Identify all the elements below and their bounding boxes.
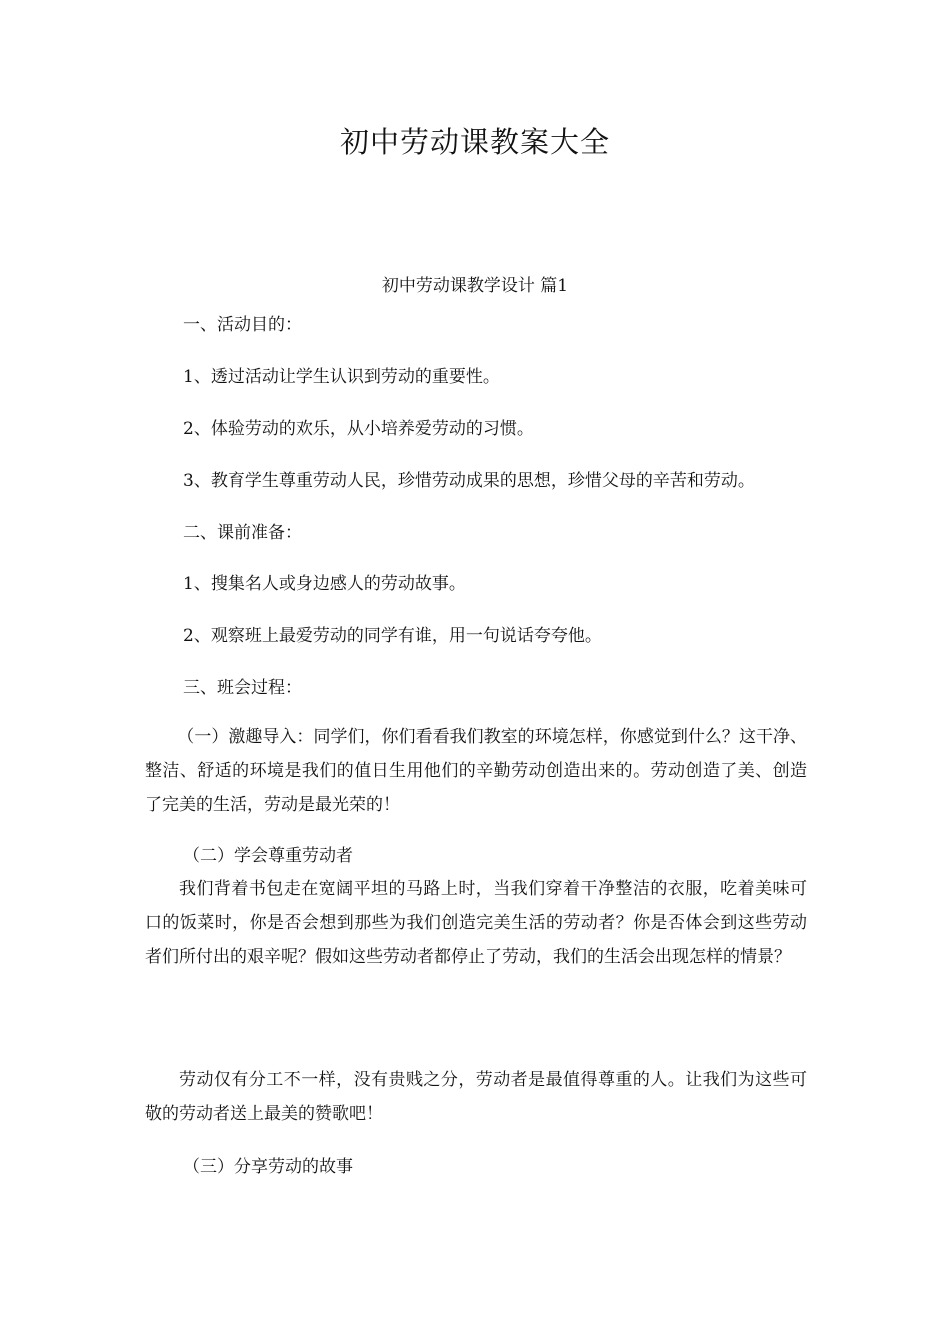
document-title: 初中劳动课教案大全 (339, 125, 610, 159)
prep-item-1: 1、搜集名人或身边感人的劳动故事。 (183, 574, 466, 594)
prep-item-2: 2、观察班上最爱劳动的同学有谁，用一句说话夸夸他。 (183, 626, 602, 646)
goal-item-3: 3、教育学生尊重劳动人民，珍惜劳动成果的思想，珍惜父母的辛苦和劳动。 (183, 471, 755, 491)
section-subtitle: 初中劳动课教学设计 篇1 (381, 276, 569, 296)
paragraph-respect-1: 我们背着书包走在宽阔平坦的马路上时，当我们穿着干净整洁的衣服，吃着美味可口的饭菜时，你是否会想到那些为我们创造完美生活的劳动者？你是否体会到这些劳动者们所付出的艰辛呢？假如这些劳动者都停止了劳动，我们的生活会出现怎样的情景？ (145, 879, 807, 967)
heading-class-process: 三、班会过程： (183, 678, 302, 698)
goal-item-1: 1、透过活动让学生认识到劳动的重要性。 (183, 367, 500, 387)
paragraph-intro: （一）激趣导入：同学们，你们看看我们教室的环境怎样，你感觉到什么？这干净、整洁、舒适的环境是我们的值日生用他们的辛勤劳动创造出来的。劳动创造了美、创造了完美的生活，劳动是最光荣的！ (145, 727, 807, 815)
heading-respect-workers: （二）学会尊重劳动者 (183, 846, 353, 866)
paragraph-respect-2: 劳动仅有分工不一样，没有贵贱之分，劳动者是最值得尊重的人。让我们为这些可敬的劳动者送上最美的赞歌吧！ (145, 1070, 807, 1124)
goal-item-2: 2、体验劳动的欢乐，从小培养爱劳动的习惯。 (183, 419, 534, 439)
heading-share-stories: （三）分享劳动的故事 (183, 1157, 353, 1177)
heading-activity-goals: 一、活动目的： (183, 315, 302, 335)
heading-preparation: 二、课前准备： (183, 523, 302, 543)
